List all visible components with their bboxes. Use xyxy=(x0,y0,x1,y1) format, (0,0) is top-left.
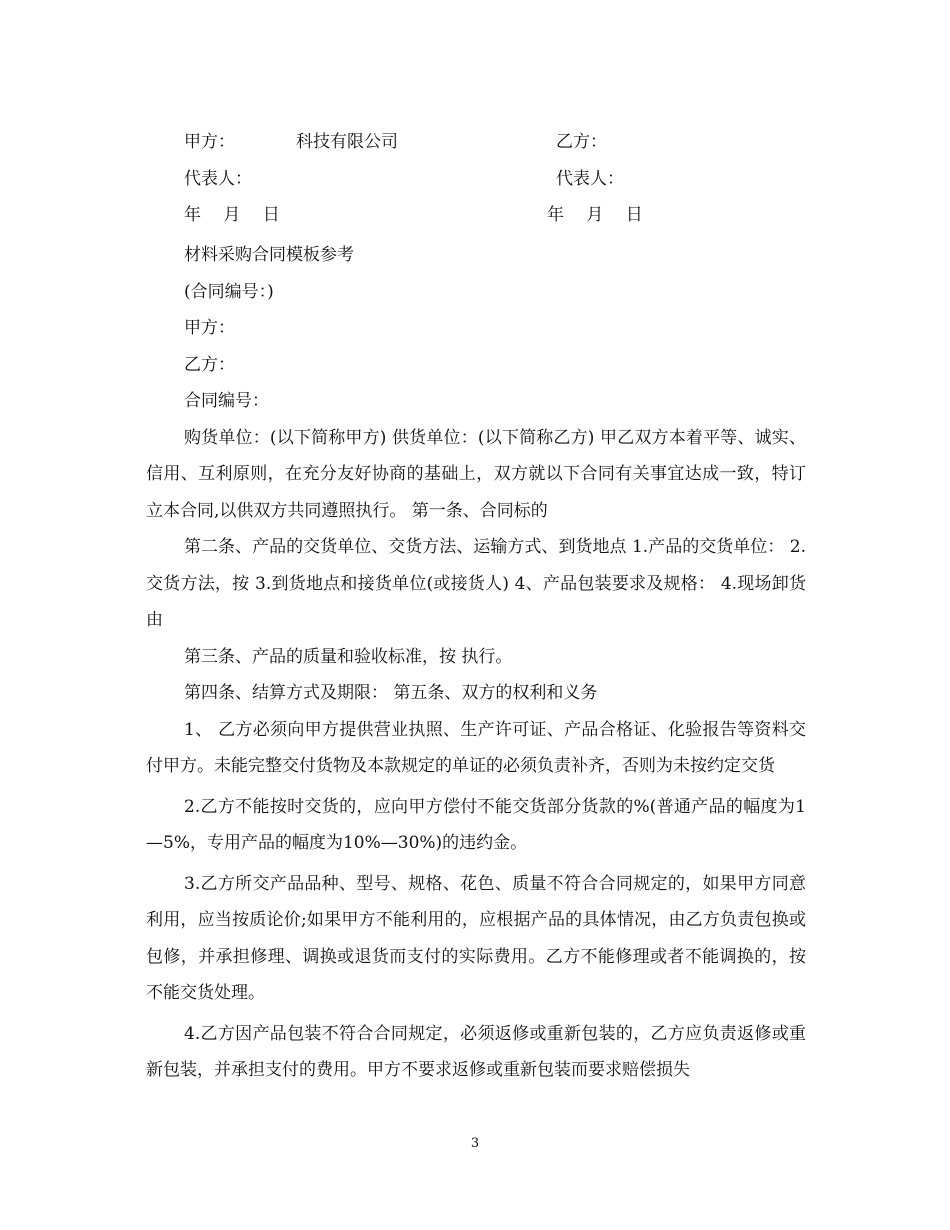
page-number: 3 xyxy=(470,1136,480,1151)
representative-b-label: 代表人： xyxy=(556,169,624,189)
clause-3-paragraph: 3.乙方所交产品品种、型号、规格、花色、质量不符合合同规定的，如果甲方同意利用，应当按质论价;如果甲方不能利用的，应根据产品的具体情况，由乙方负责包换或包修，并承担修理、调换或退货而支付的实际费用。乙方不能修理或者不能调换的，按不能交货处理。 xyxy=(146,873,806,1003)
article-2-paragraph: 第二条、产品的交货单位、交货方法、运输方式、到货地点 1.产品的交货单位： 2.交货方法，按 3.到货地点和接货单位(或接货人) 4、产品包装要求及规格： 4.现场卸货由 xyxy=(146,537,806,630)
body-contract-number: 合同编号： xyxy=(184,391,269,411)
party-a-company: 科技有限公司 xyxy=(296,132,398,152)
clause-4-paragraph: 4.乙方因产品包装不符合合同规定，必须返修或重新包装的，乙方应负责返修或重新包装，并承担支付的费用。甲方不要求返修或重新包装而要求赔偿损失 xyxy=(146,1023,806,1080)
party-a-label: 甲方： xyxy=(184,132,235,152)
article-3-paragraph: 第三条、产品的质量和验收标准，按 执行。 xyxy=(184,646,513,667)
clause-1-paragraph: 1、 乙方必须向甲方提供营业执照、生产许可证、产品合格证、化验报告等资料交付甲方。未能完整交付货物及本款规定的单证的必须负责补齐，否则为未按约定交货 xyxy=(146,719,806,776)
contract-number-paren: (合同编号：) xyxy=(184,281,274,302)
clause-2-paragraph: 2.乙方不能按时交货的，应向甲方偿付不能交货部分货款的%(普通产品的幅度为1—5%，专用产品的幅度为10%—30%)的违约金。 xyxy=(146,796,806,853)
intro-paragraph: 购货单位：(以下简称甲方) 供货单位：(以下简称乙方) 甲乙双方本着平等、诚实、信用、互利原则，在充分友好协商的基础上，双方就以下合同有关事宜达成一致，特订立本合同,以供双方共同遵照执行。 第一条、合同标的 xyxy=(146,427,806,521)
signature-row-parties xyxy=(0,127,950,157)
party-b-label: 乙方： xyxy=(556,132,607,152)
body-party-b: 乙方： xyxy=(184,354,235,375)
date-a: 年 月 日 xyxy=(184,205,280,225)
contract-title: 材料采购合同模板参考 xyxy=(184,245,354,265)
signature-row-dates xyxy=(0,200,950,230)
body-party-a: 甲方： xyxy=(184,318,235,338)
signature-row-representatives xyxy=(0,164,950,194)
article-4-5-paragraph: 第四条、结算方式及期限： 第五条、双方的权利和义务 xyxy=(184,683,598,703)
date-b: 年 月 日 xyxy=(547,205,643,225)
contract-body xyxy=(146,237,806,1089)
representative-a-label: 代表人： xyxy=(184,169,252,189)
